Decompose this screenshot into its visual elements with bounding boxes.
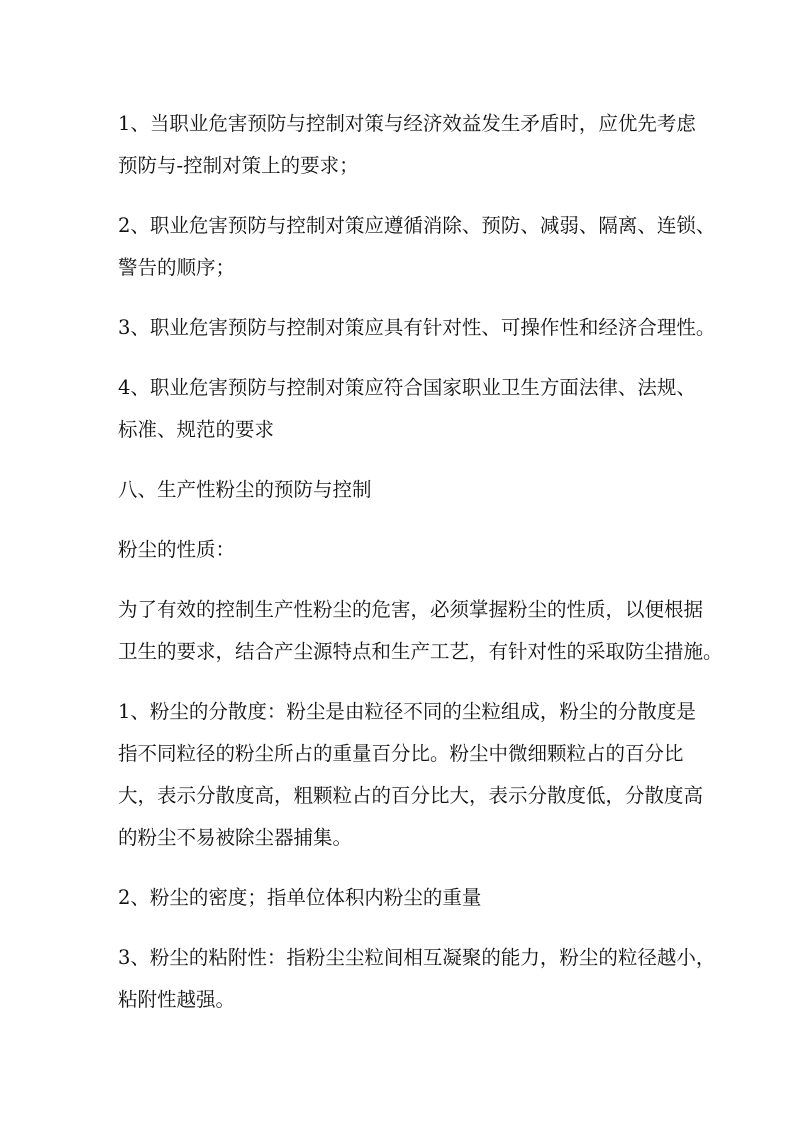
paragraph [118, 307, 716, 349]
paragraph [118, 103, 698, 187]
text-line: 八、生产性粉尘的预防与控制 [118, 478, 372, 501]
text-line: 大，表示分散度高，粗颗粒占的百分比大，表示分散度低，分散度高 [118, 784, 704, 807]
paragraph [118, 529, 698, 571]
paragraph [118, 205, 716, 289]
text-line: 3、职业危害预防与控制对策应具有针对性、可操作性和经济合理性。 [118, 316, 716, 339]
text-line: 警告的顺序； [118, 256, 236, 279]
text-line: 粘附性越强。 [118, 988, 236, 1011]
document-body [118, 103, 723, 1039]
paragraph [118, 691, 704, 859]
paragraph [118, 589, 723, 673]
text-line: 1、当职业危害预防与控制对策与经济效益发生矛盾时，应优先考虑 [118, 112, 696, 135]
text-line: 1、粉尘的分散度：粉尘是由粒径不同的尘粒组成，粉尘的分散度是 [118, 700, 696, 723]
paragraph [118, 367, 698, 451]
text-line: 2、职业危害预防与控制对策应遵循消除、预防、减弱、隔离、连锁、 [118, 214, 716, 237]
text-line: 的粉尘不易被除尘器捕集。 [118, 826, 353, 849]
text-line: 标准、规范的要求 [118, 418, 275, 441]
text-line: 粉尘的性质： [118, 538, 236, 561]
text-line: 预防与-控制对策上的要求； [118, 154, 359, 177]
paragraph [118, 877, 698, 919]
paragraph [118, 937, 716, 1021]
text-line: 为了有效的控制生产性粉尘的危害，必须掌握粉尘的性质，以便根据 [118, 598, 704, 621]
text-line: 指不同粒径的粉尘所占的重量百分比。粉尘中微细颗粒占的百分比 [118, 742, 684, 765]
text-line: 卫生的要求，结合产尘源特点和生产工艺，有针对性的采取防尘措施。 [118, 640, 723, 663]
text-line: 4、职业危害预防与控制对策应符合国家职业卫生方面法律、法规、 [118, 376, 696, 399]
paragraph [118, 469, 698, 511]
text-line: 2、粉尘的密度；指单位体积内粉尘的重量 [118, 886, 482, 909]
text-line: 3、粉尘的粘附性：指粉尘尘粒间相互凝聚的能力，粉尘的粒径越小， [118, 946, 716, 969]
